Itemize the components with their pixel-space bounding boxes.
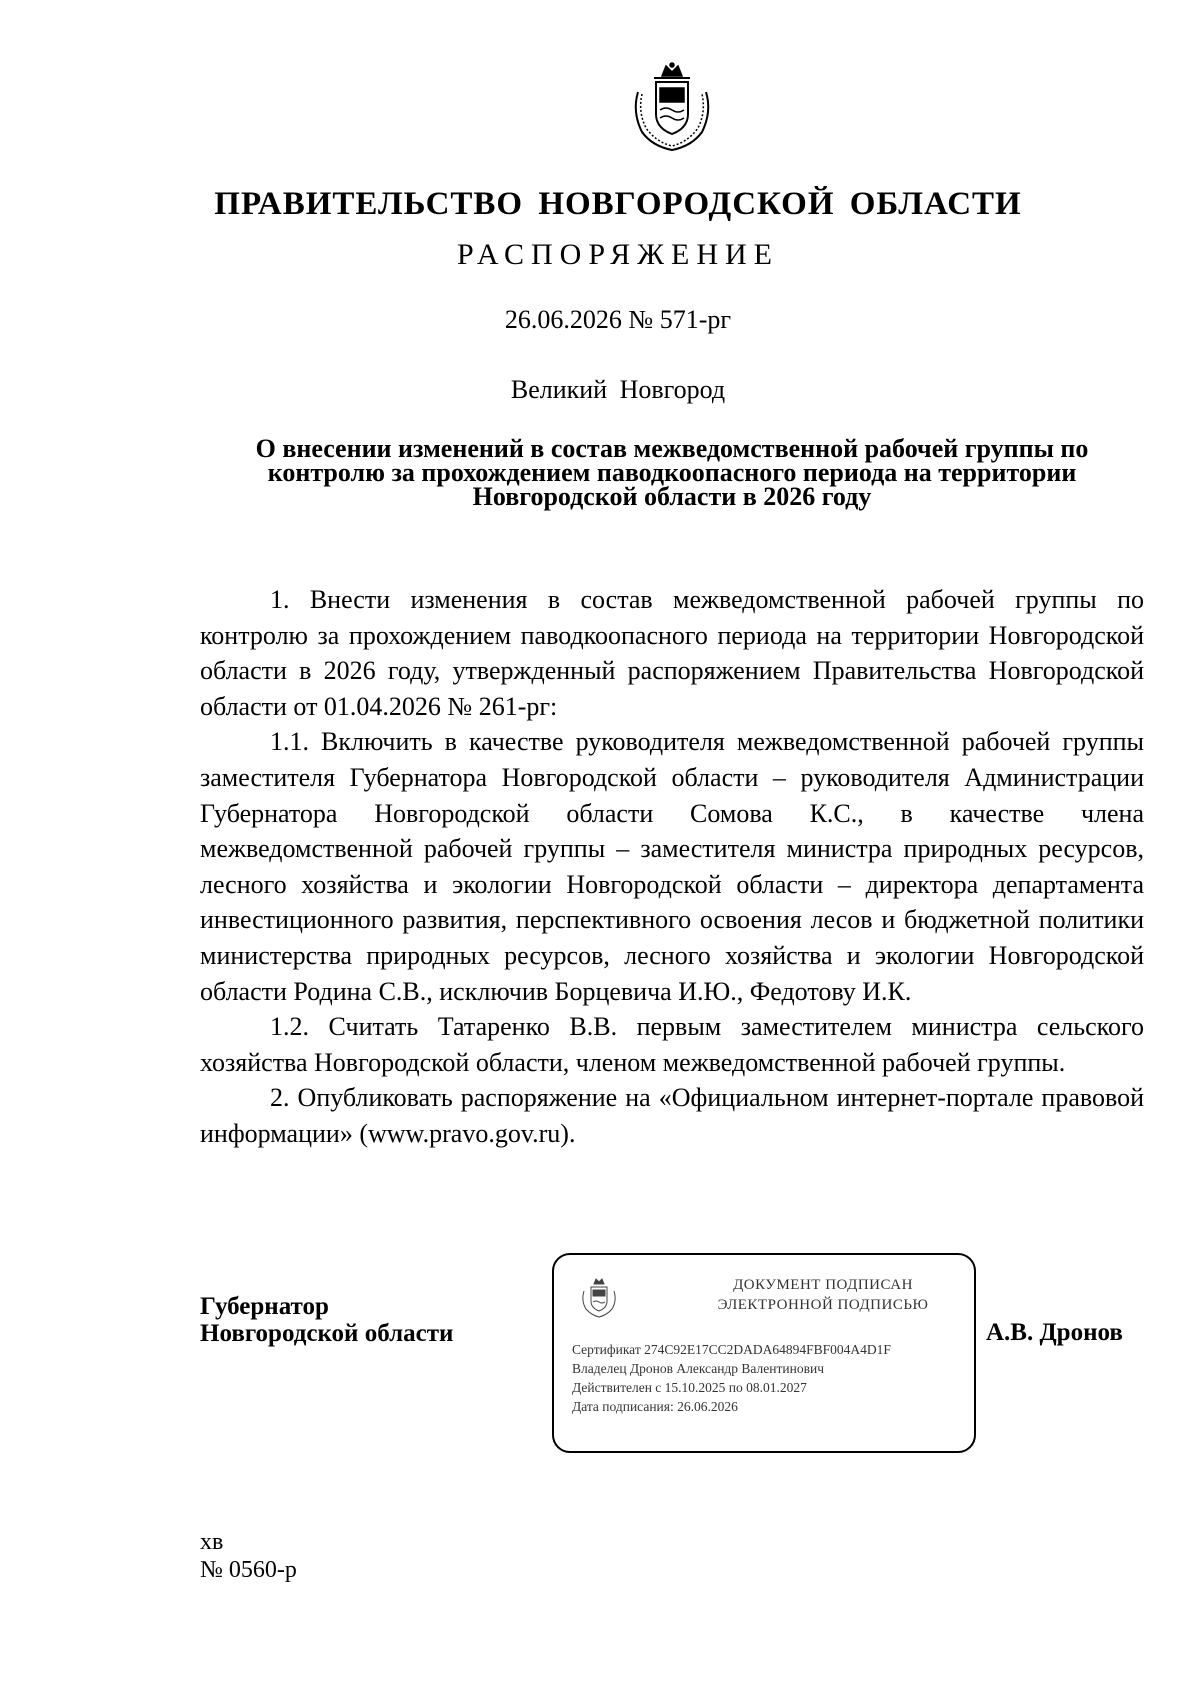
- stamp-certificate: Сертификат 274C92E17CC2DADA64894FBF004A4D1F: [572, 1342, 891, 1357]
- document-type: РАСПОРЯЖЕНИЕ: [456, 238, 780, 271]
- coat-of-arms-small-icon: [579, 1277, 619, 1319]
- paragraph-2: 2. Опубликовать распоряжение на «Официальном интернет-портале правовой информации» (www.pravo.gov.ru).: [200, 1083, 1144, 1148]
- signatory-role-line1: Губернатор: [200, 1293, 329, 1320]
- footer: [200, 1528, 297, 1584]
- signatory-role-line2: Новгородской области: [200, 1320, 454, 1347]
- footer-initials: хв: [200, 1529, 224, 1555]
- date-and-number: 26.06.2026 № 571-рг: [504, 305, 732, 334]
- signatory-role: [200, 1293, 453, 1347]
- stamp-owner: Владелец Дронов Александр Валентинович: [572, 1361, 824, 1376]
- stamp-heading-line2: ЭЛЕКТРОННОЙ ПОДПИСЬЮ: [717, 1297, 929, 1313]
- document-body: [200, 582, 1144, 1152]
- coat-of-arms-icon: [628, 62, 716, 154]
- signatory-name: А.В. Дронов: [986, 1319, 1123, 1346]
- stamp-validity: Действителен с 15.10.2025 по 08.01.2027: [572, 1380, 807, 1395]
- paragraph-1-2: 1.2. Считать Татаренко В.В. первым заместителем министра сельского хозяйства Новгородской области, членом межведомственной рабочей группы.: [200, 1012, 1144, 1077]
- document-title: О внесении изменений в состав межведомственной рабочей группы по контролю за прохождением паводкоопасного периода на территории Новгородской области в 2026 году: [255, 434, 1089, 511]
- stamp-heading: [678, 1275, 968, 1315]
- stamp-signed-date: Дата подписания: 26.06.2026: [572, 1399, 738, 1414]
- city: Великий Новгород: [510, 375, 726, 404]
- organization-heading: ПРАВИТЕЛЬСТВО НОВГОРОДСКОЙ ОБЛАСТИ: [214, 186, 1022, 222]
- paragraph-1-1: 1.1. Включить в качестве руководителя межведомственной рабочей группы заместителя Губернатора Новгородской области – руководителя Администрации Губернатора Новгородской области Сомова К.С., в качестве члена межведомственной рабочей группы – заместителя министра природных ресурсов, лесного хозяйства и экологии Новгородской области – директора департамента инвестиционного развития, перспективного освоения лесов и бюджетной политики министерства природных ресурсов, лесного хозяйства и экологии Новгородской области Родина С.В., исключив Борцевича И.Ю., Федотову И.К.: [200, 727, 1144, 1006]
- paragraph-1: 1. Внести изменения в состав межведомственной рабочей группы по контролю за прохождением паводкоопасного периода на территории Новгородской области в 2026 году, утвержденный распоряжением Правительства Новгородской области от 01.04.2026 № 261-рг:: [200, 585, 1144, 721]
- footer-reg-number: № 0560-р: [200, 1557, 297, 1583]
- electronic-signature-stamp: [552, 1253, 976, 1453]
- stamp-details: [572, 1340, 972, 1416]
- stamp-heading-line1: ДОКУМЕНТ ПОДПИСАН: [733, 1277, 913, 1293]
